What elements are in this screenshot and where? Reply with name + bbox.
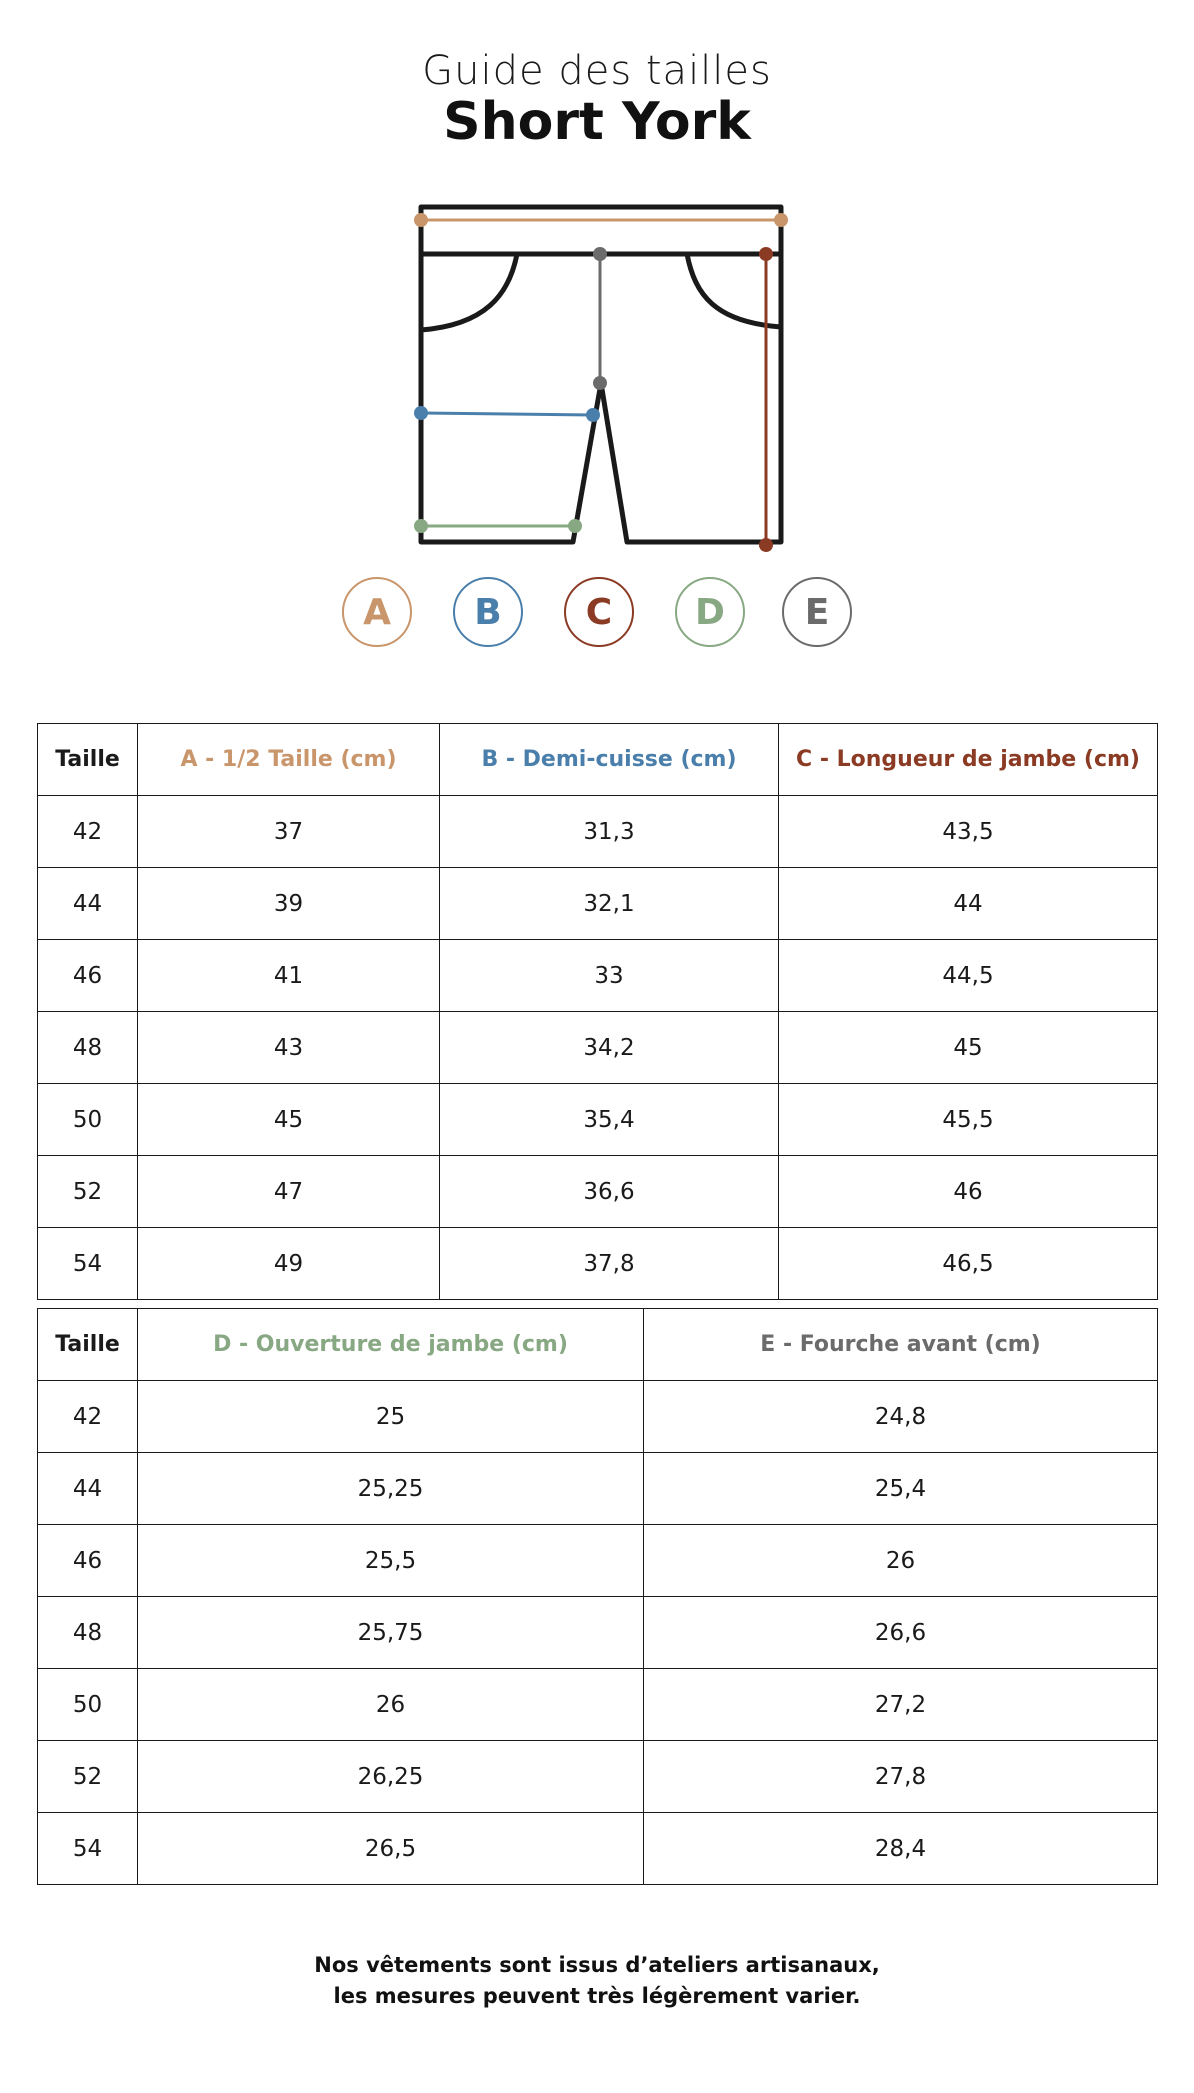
- header-taille: Taille: [38, 724, 138, 796]
- product-title: Short York: [443, 92, 751, 152]
- cell-d: 25,75: [138, 1597, 644, 1669]
- measure-a-end: [774, 213, 788, 227]
- cell-e: 28,4: [644, 1813, 1158, 1885]
- table-row: [38, 1084, 1158, 1156]
- cell-c: 44: [779, 868, 1158, 940]
- cell-d: 25,25: [138, 1453, 644, 1525]
- measurement-legend: [0, 577, 1194, 651]
- badge-b: B: [453, 577, 523, 647]
- cell-e: 24,8: [644, 1381, 1158, 1453]
- cell-size: 50: [38, 1084, 138, 1156]
- table-row: [38, 1525, 1158, 1597]
- cell-size: 52: [38, 1741, 138, 1813]
- cell-d: 25: [138, 1381, 644, 1453]
- table-row: [38, 1012, 1158, 1084]
- cell-b: 33: [440, 940, 779, 1012]
- cell-e: 26: [644, 1525, 1158, 1597]
- badge-e: E: [782, 577, 852, 647]
- badge-a: A: [342, 577, 412, 647]
- cell-size: 44: [38, 1453, 138, 1525]
- cell-a: 49: [138, 1228, 440, 1300]
- cell-size: 52: [38, 1156, 138, 1228]
- cell-c: 46: [779, 1156, 1158, 1228]
- guide-subtitle: Guide des tailles: [422, 48, 772, 94]
- badge-d: D: [675, 577, 745, 647]
- left-pocket: [421, 254, 517, 330]
- header-e: E - Fourche avant (cm): [644, 1309, 1158, 1381]
- waistband-outline: [421, 207, 781, 254]
- cell-c: 46,5: [779, 1228, 1158, 1300]
- header-c: C - Longueur de jambe (cm): [779, 724, 1158, 796]
- cell-d: 26: [138, 1669, 644, 1741]
- header-a: A - 1/2 Taille (cm): [138, 724, 440, 796]
- table-row: [38, 1381, 1158, 1453]
- cell-c: 43,5: [779, 796, 1158, 868]
- table-header-row: [38, 724, 1158, 796]
- table-row: [38, 1597, 1158, 1669]
- table-row: [38, 940, 1158, 1012]
- disclaimer-line-1: Nos vêtements sont issus d’ateliers artisanaux,: [314, 1953, 880, 1977]
- cell-size: 54: [38, 1813, 138, 1885]
- cell-size: 44: [38, 868, 138, 940]
- cell-c: 45,5: [779, 1084, 1158, 1156]
- measure-b-start: [414, 406, 428, 420]
- cell-a: 47: [138, 1156, 440, 1228]
- size-table-de: [37, 1308, 1158, 1885]
- cell-a: 41: [138, 940, 440, 1012]
- cell-size: 48: [38, 1012, 138, 1084]
- cell-size: 46: [38, 1525, 138, 1597]
- measure-e-end: [593, 376, 607, 390]
- table-row: [38, 1228, 1158, 1300]
- header-b: B - Demi-cuisse (cm): [440, 724, 779, 796]
- shorts-diagram: [405, 195, 795, 555]
- table-row: [38, 1741, 1158, 1813]
- cell-e: 25,4: [644, 1453, 1158, 1525]
- disclaimer-line-2: les mesures peuvent très légèrement varier.: [333, 1984, 861, 2008]
- cell-c: 45: [779, 1012, 1158, 1084]
- cell-b: 37,8: [440, 1228, 779, 1300]
- measure-d-end: [568, 519, 582, 533]
- badge-c: C: [564, 577, 634, 647]
- table-row: [38, 1813, 1158, 1885]
- cell-e: 27,8: [644, 1741, 1158, 1813]
- measure-d-start: [414, 519, 428, 533]
- table-row: [38, 1669, 1158, 1741]
- cell-size: 42: [38, 796, 138, 868]
- cell-a: 45: [138, 1084, 440, 1156]
- cell-size: 42: [38, 1381, 138, 1453]
- cell-size: 46: [38, 940, 138, 1012]
- cell-b: 36,6: [440, 1156, 779, 1228]
- table-row: [38, 1453, 1158, 1525]
- cell-size: 50: [38, 1669, 138, 1741]
- size-table-abc: [37, 723, 1158, 1300]
- cell-d: 26,25: [138, 1741, 644, 1813]
- cell-c: 44,5: [779, 940, 1158, 1012]
- header-taille: Taille: [38, 1309, 138, 1381]
- measure-c-start: [759, 247, 773, 261]
- table-row: [38, 796, 1158, 868]
- cell-a: 43: [138, 1012, 440, 1084]
- cell-e: 27,2: [644, 1669, 1158, 1741]
- table-row: [38, 868, 1158, 940]
- cell-b: 35,4: [440, 1084, 779, 1156]
- measure-a-start: [414, 213, 428, 227]
- measure-e-start: [593, 247, 607, 261]
- cell-a: 37: [138, 796, 440, 868]
- cell-size: 54: [38, 1228, 138, 1300]
- measure-c-end: [759, 538, 773, 552]
- cell-b: 32,1: [440, 868, 779, 940]
- cell-e: 26,6: [644, 1597, 1158, 1669]
- header-d: D - Ouverture de jambe (cm): [138, 1309, 644, 1381]
- cell-a: 39: [138, 868, 440, 940]
- cell-d: 25,5: [138, 1525, 644, 1597]
- measure-b-end: [586, 408, 600, 422]
- table-header-row: [38, 1309, 1158, 1381]
- cell-size: 48: [38, 1597, 138, 1669]
- table-row: [38, 1156, 1158, 1228]
- cell-d: 26,5: [138, 1813, 644, 1885]
- disclaimer: [0, 1950, 1194, 2012]
- cell-b: 31,3: [440, 796, 779, 868]
- cell-b: 34,2: [440, 1012, 779, 1084]
